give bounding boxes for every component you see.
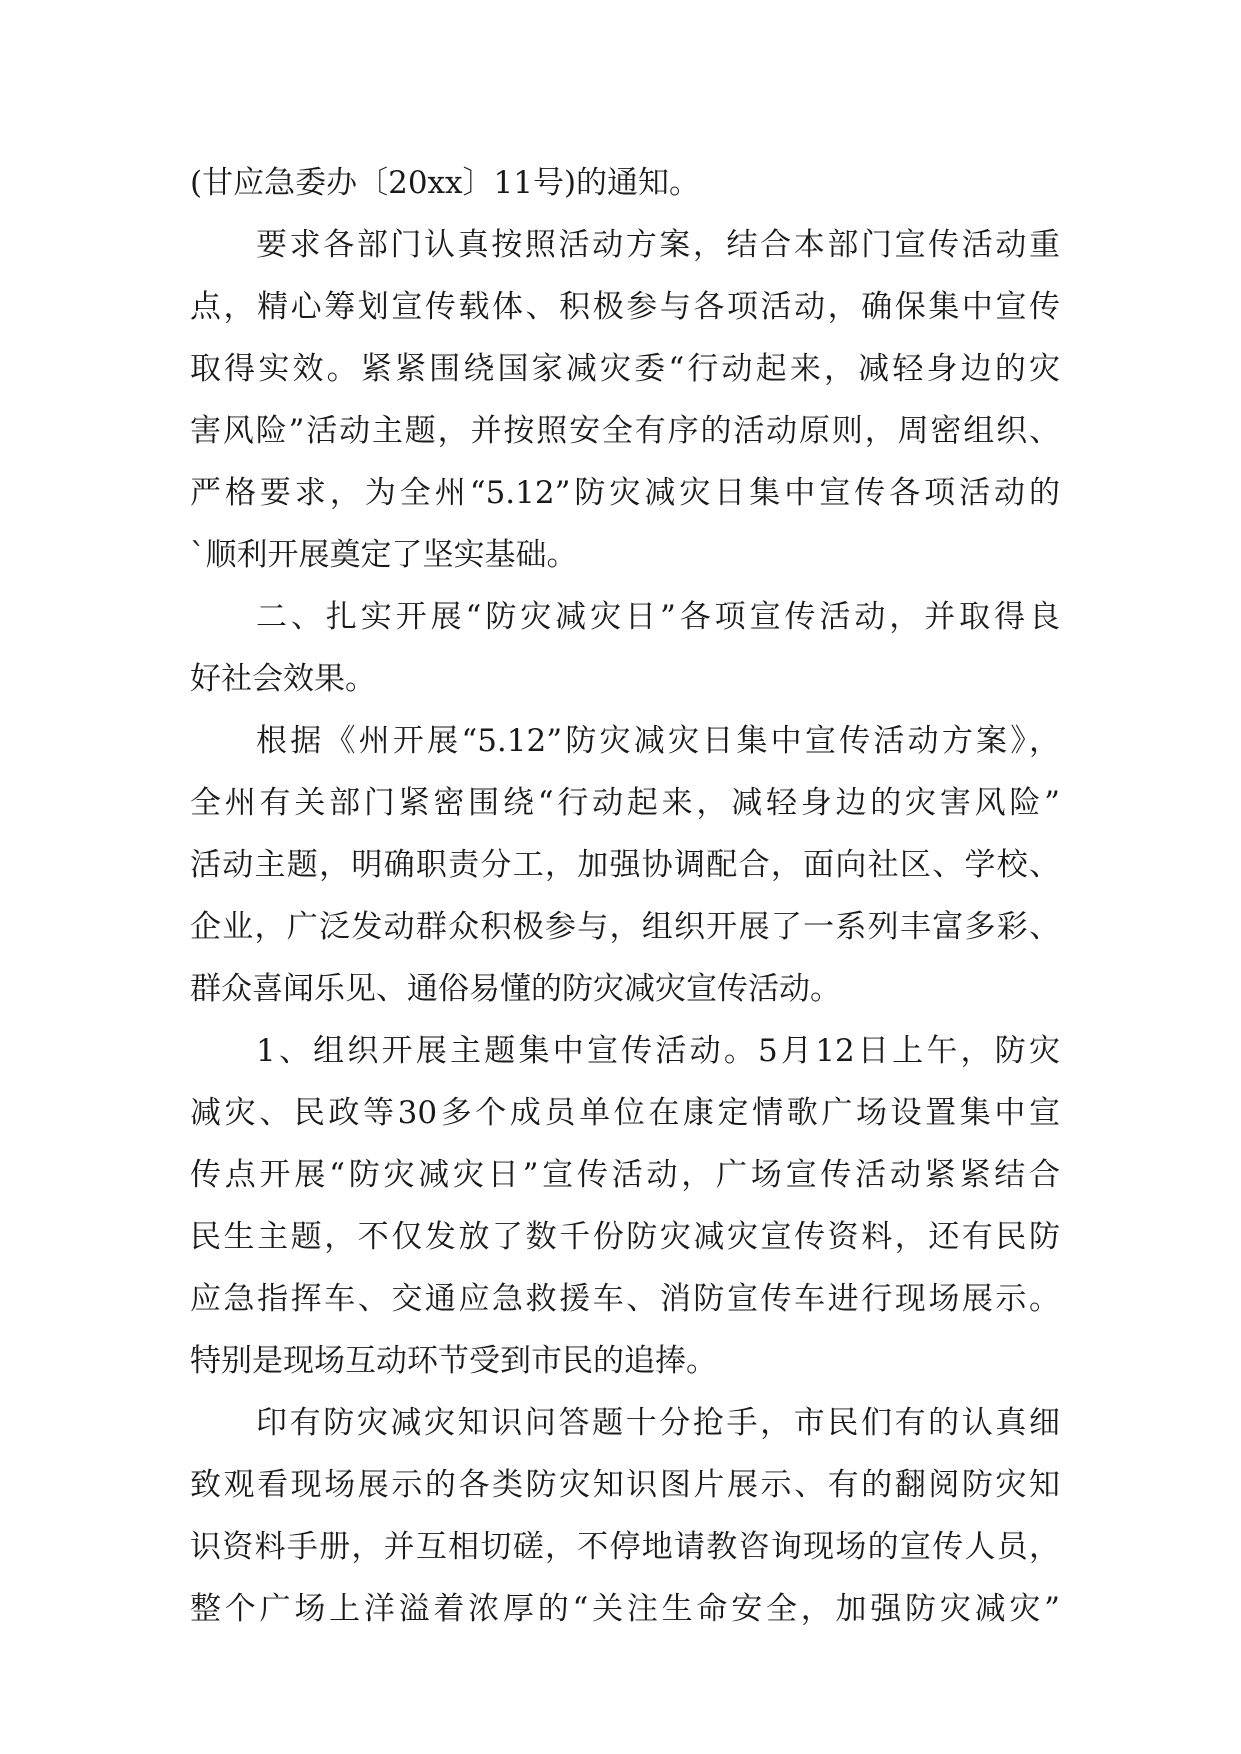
text-line: 害风险”活动主题，并按照安全有序的活动原则，周密组织、 [190,413,1060,449]
text-line: 1、组织开展主题集中宣传活动。5月12日上午，防灾 [256,1033,1060,1069]
text-line: 活动主题，明确职责分工，加强协调配合，面向社区、学校、 [190,847,1060,883]
text-line: 印有防灾减灾知识问答题十分抢手，市民们有的认真细 [256,1405,1060,1441]
text-line: 特别是现场互动环节受到市民的追捧。 [190,1343,717,1379]
text-line: 减灾、民政等30多个成员单位在康定情歌广场设置集中宣 [190,1095,1060,1131]
text-line: 识资料手册，并互相切磋，不停地请教咨询现场的宣传人员， [190,1529,1060,1565]
text-line: 点，精心筹划宣传载体、积极参与各项活动，确保集中宣传 [190,289,1060,325]
text-line: 严格要求，为全州“5.12”防灾减灾日集中宣传各项活动的 [190,475,1060,511]
text-line: 企业，广泛发动群众积极参与，组织开展了一系列丰富多彩、 [190,909,1060,945]
text-line: 整个广场上洋溢着浓厚的“关注生命安全，加强防灾减灾” [190,1591,1060,1627]
text-line: (甘应急委办〔20xx〕11号)的通知。 [190,165,701,201]
text-line: 全州有关部门紧密围绕“行动起来，减轻身边的灾害风险” [190,785,1060,821]
text-line: 根据《州开展“5.12”防灾减灾日集中宣传活动方案》， [256,723,1060,759]
text-line: `顺利开展奠定了坚实基础。 [190,537,578,573]
text-line: 民生主题，不仅发放了数千份防灾减灾宣传资料，还有民防 [190,1219,1060,1255]
text-line: 取得实效。紧紧围绕国家减灾委“行动起来，减轻身边的灾 [190,351,1060,387]
text-line: 要求各部门认真按照活动方案，结合本部门宣传活动重 [256,227,1060,263]
text-line: 应急指挥车、交通应急救援车、消防宣传车进行现场展示。 [190,1281,1060,1317]
text-line: 二、扎实开展“防灾减灾日”各项宣传活动，并取得良 [256,599,1060,635]
text-line: 群众喜闻乐见、通俗易懂的防灾减灾宣传活动。 [190,971,841,1007]
document-body [190,152,1060,1640]
text-line: 好社会效果。 [190,661,376,697]
text-line: 致观看现场展示的各类防灾知识图片展示、有的翻阅防灾知 [190,1467,1060,1503]
text-line: 传点开展“防灾减灾日”宣传活动，广场宣传活动紧紧结合 [190,1157,1060,1193]
